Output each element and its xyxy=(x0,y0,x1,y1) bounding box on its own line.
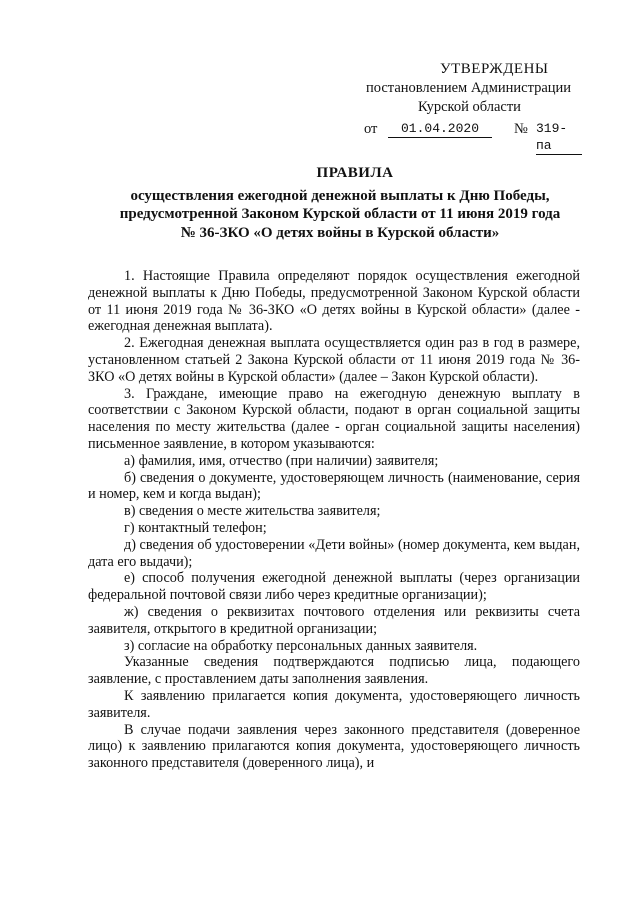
title-main: ПРАВИЛА xyxy=(316,165,394,181)
title-line-1: осуществления ежегодной денежной выплаты к Дню Победы, xyxy=(130,187,550,204)
approval-number: 319-па xyxy=(536,120,582,155)
approval-line-region: Курской области xyxy=(418,99,521,115)
item-z: з) согласие на обработку персональных данных заявителя. xyxy=(124,637,478,654)
item-d: д) сведения об удостоверении «Дети войны» (номер документа, кем выдан, дата его выдачи); xyxy=(88,536,580,570)
approval-heading: УТВЕРЖДЕНЫ xyxy=(440,61,549,77)
signature-note: Указанные сведения подтверждаются подписью лица, подающего заявление, с проставлением даты заполнения заявления. xyxy=(88,654,580,688)
approval-line-resolution: постановлением Администрации xyxy=(366,80,572,96)
item-v: в) сведения о месте жительства заявителя; xyxy=(124,503,381,520)
document-body xyxy=(88,268,580,772)
item-b: б) сведения о документе, удостоверяющем личность (наименование, серия и номер, кем и когда выдан); xyxy=(88,469,580,503)
paragraph-3: 3. Граждане, имеющие право на ежегодную денежную выплату в соответствии с Законом Курской области, подают в орган социальной защиты населения по месту жительства (далее - орган социальной защиты населения) письменное заявление, в котором указываются: xyxy=(88,385,580,452)
number-label: № xyxy=(514,121,528,137)
attachment-note: К заявлению прилагается копия документа, удостоверяющего личность заявителя. xyxy=(88,687,580,721)
title-line-3: № 36-ЗКО «О детях войны в Курской области» xyxy=(180,224,500,241)
paragraph-1: 1. Настоящие Правила определяют порядок осуществления ежегодной денежной выплаты к Дню Победы, предусмотренной Законом Курской области от 11 июня 2019 года № 36-ЗКО «О детях войны в Курской области» (далее - ежегодная денежная выплата). xyxy=(88,268,580,335)
item-a: а) фамилия, имя, отчество (при наличии) заявителя; xyxy=(124,452,439,469)
item-zh: ж) сведения о реквизитах почтового отделения или реквизиты счета заявителя, открытого в кредитной организации; xyxy=(88,603,580,637)
approval-stamp xyxy=(362,60,602,153)
representative-note: В случае подачи заявления через законного представителя (доверенное лицо) к заявлению прилагаются копия документа, удостоверяющего личность законного представителя (доверенного лица), и xyxy=(88,721,580,772)
paragraph-2: 2. Ежегодная денежная выплата осуществляется один раз в год в размере, установленном статьей 2 Закона Курской области от 11 июня 2019 года № 36-ЗКО «О детях войны в Курской области» (далее – Закон Курской области). xyxy=(88,335,580,385)
approval-date: 01.04.2020 xyxy=(388,120,492,138)
item-g: г) контактный телефон; xyxy=(124,519,267,536)
title-line-2: предусмотренной Законом Курской области от 11 июня 2019 года xyxy=(119,206,561,222)
document-title xyxy=(60,164,620,242)
approval-date-number-line xyxy=(362,118,602,153)
from-label: от xyxy=(364,121,378,137)
item-e: е) способ получения ежегодной денежной выплаты (через организации федеральной почтовой связи либо через кредитные организации); xyxy=(88,570,580,604)
